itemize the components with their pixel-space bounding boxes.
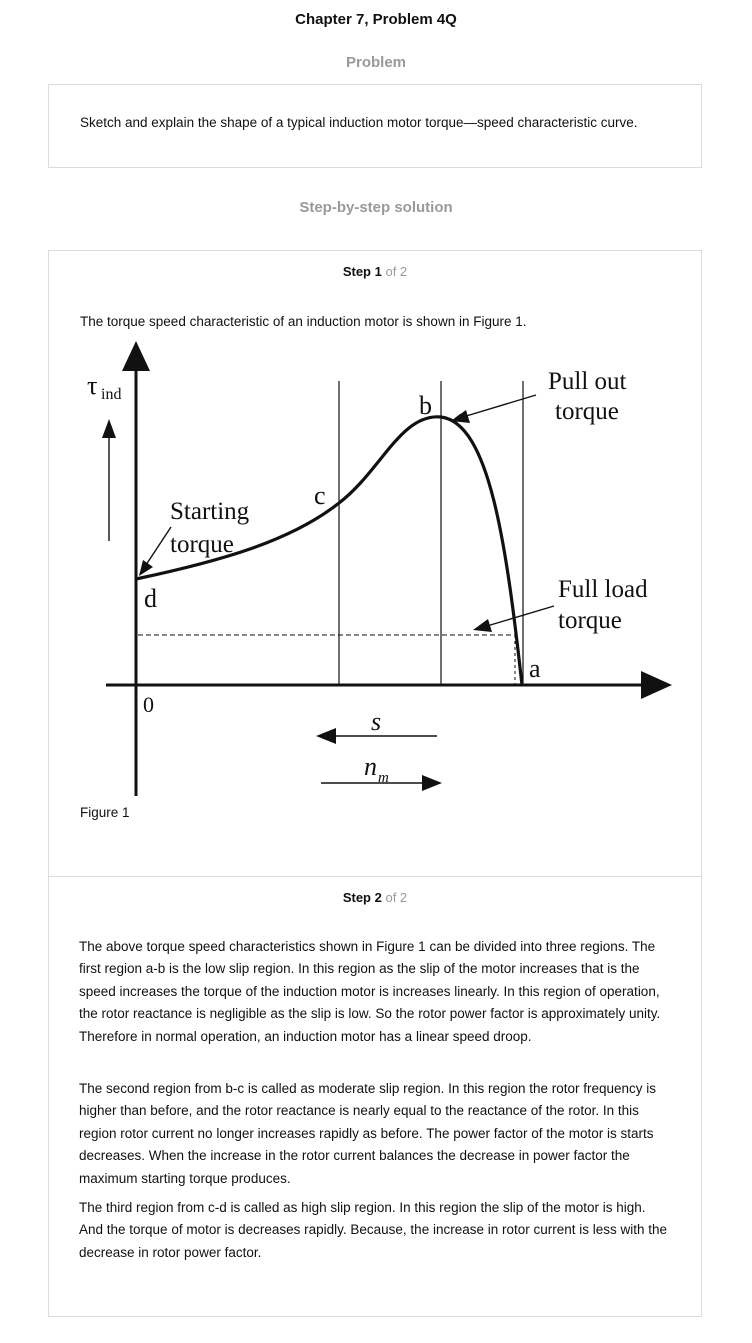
y-axis-label-tau: τ <box>87 371 98 400</box>
slip-label: s <box>371 707 382 736</box>
starting-label-1: Starting <box>170 498 250 525</box>
pull-out-arrowhead <box>451 410 470 423</box>
y-axis-arrowhead <box>122 341 150 371</box>
step-1-of: of 2 <box>385 264 408 279</box>
step-1-word: Step 1 <box>342 264 382 279</box>
starting-arrowhead <box>139 560 153 576</box>
origin-label: 0 <box>143 692 154 717</box>
step-2-paragraph-2: The second region from b-c is called as moderate slip region. In this region the rotor frequency is higher than before, and the rotor reactance is nearly equal to the reactance of the rotor. In this region rotor current no longer increases rapidly as before. The power factor of the motor is starts decreases. When the increase in the rotor current balances the decrease in power factor the maximum starting torque produces. <box>79 1081 657 1186</box>
pull-out-label-2: torque <box>555 398 619 425</box>
step-2-of: of 2 <box>385 890 408 905</box>
problem-text: Sketch and explain the shape of a typical induction motor torque—speed characteristic curve. <box>80 115 638 130</box>
full-load-label-2: torque <box>558 607 622 634</box>
y-axis-label-subscript: ind <box>101 386 122 403</box>
figure-caption: Figure 1 <box>80 805 130 820</box>
speed-label-subscript: m <box>378 770 389 786</box>
step-2-word: Step 2 <box>342 890 382 905</box>
point-a-label: a <box>529 654 541 683</box>
full-load-arrowhead <box>473 619 492 632</box>
tau-arrowhead <box>102 419 116 438</box>
solution-heading: Step-by-step solution <box>299 199 453 216</box>
starting-label-2: torque <box>170 531 234 558</box>
speed-label: n <box>364 752 377 781</box>
full-load-label-1: Full load <box>558 576 648 603</box>
point-b-label: b <box>419 391 432 420</box>
step-2-paragraph-1: The above torque speed characteristics shown in Figure 1 can be divided into three regions. The first region a-b is the low slip region. In this region as the slip of the motor increases that is the speed increases the torque of the induction motor is increases linearly. In this region of operation, the rotor reactance is negligible as the slip is low. So the rotor power factor is approximately unity. Therefore in normal operation, an induction motor has a linear speed droop. <box>79 939 661 1044</box>
point-d-label: d <box>144 584 157 613</box>
point-c-label: c <box>314 481 326 510</box>
step-2-paragraph-3: The third region from c-d is called as high slip region. In this region the slip of the motor is high. And the torque of motor is decreases rapidly. Because, the increase in rotor current is less with the decrease in rotor power factor. <box>79 1200 668 1260</box>
speed-arrowhead <box>422 775 442 791</box>
x-axis-arrowhead <box>641 671 672 699</box>
pull-out-label-1: Pull out <box>548 368 627 395</box>
page-title: Chapter 7, Problem 4Q <box>295 11 457 28</box>
step-1-intro: The torque speed characteristic of an induction motor is shown in Figure 1. <box>80 314 527 329</box>
step-2-label <box>48 890 702 905</box>
slip-arrowhead <box>316 728 336 744</box>
step-divider <box>48 876 702 877</box>
problem-heading: Problem <box>345 54 406 71</box>
